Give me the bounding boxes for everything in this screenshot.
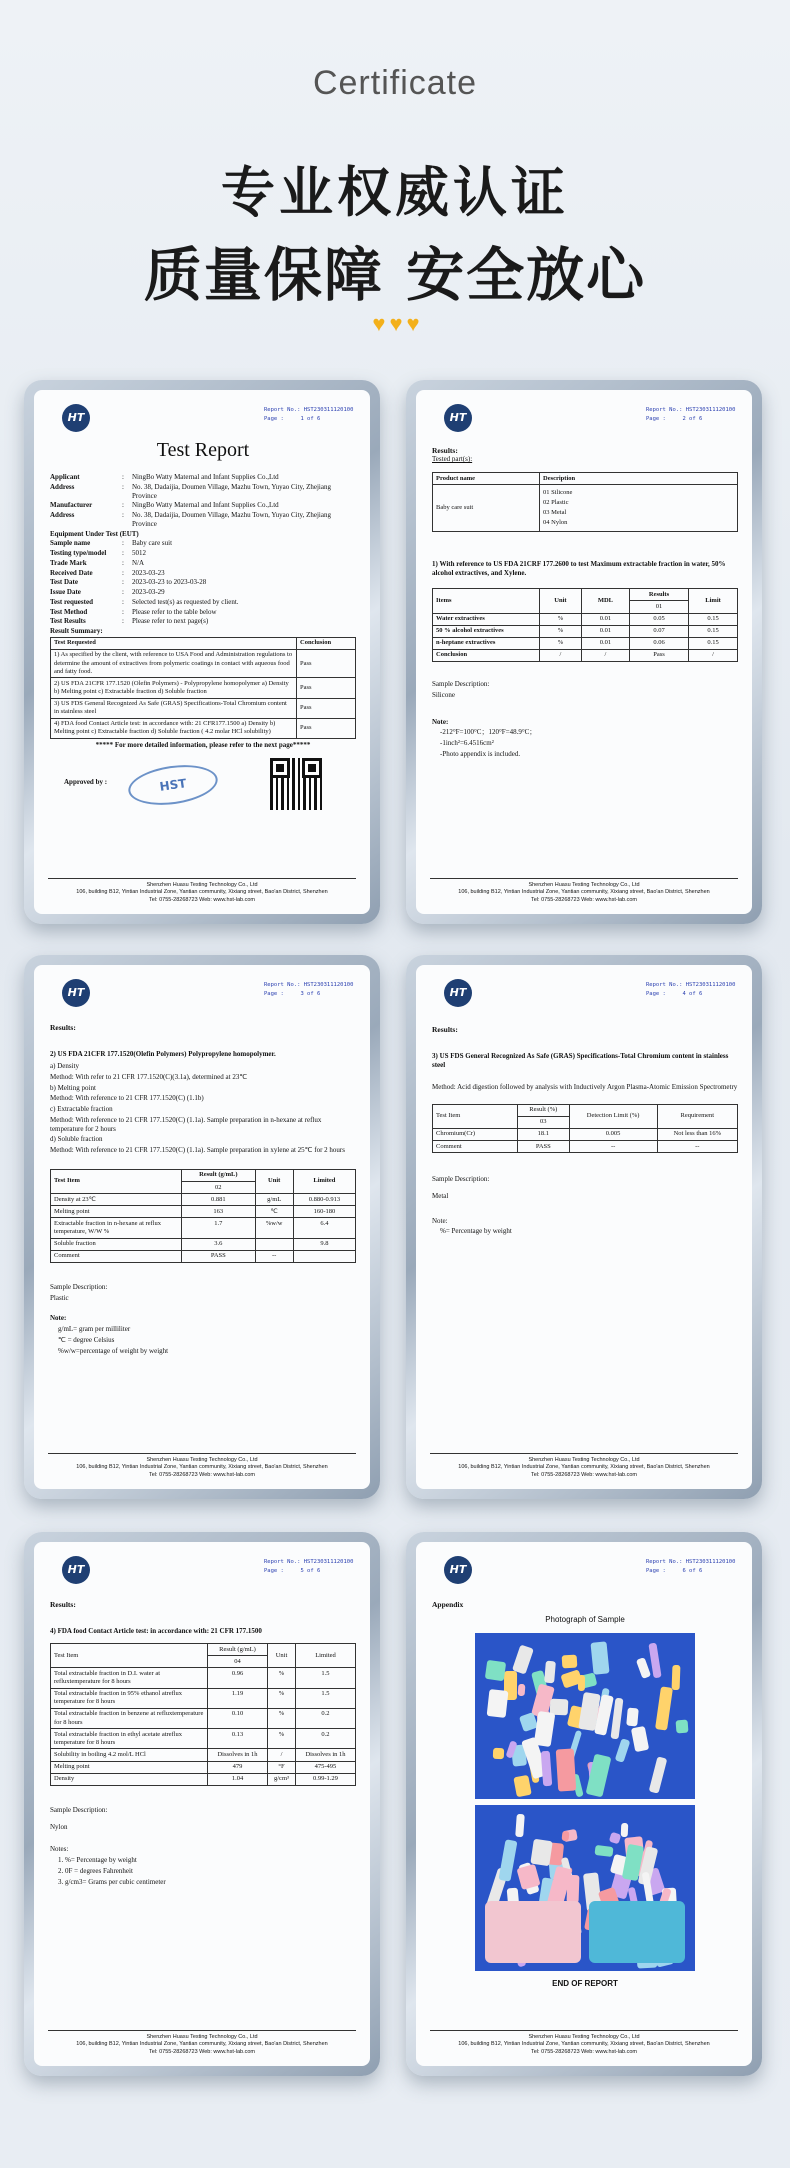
sample-item	[487, 1689, 509, 1718]
sample-item	[627, 1708, 639, 1727]
sample-item	[498, 1839, 517, 1881]
page-number: Page : 4 of 6	[646, 991, 703, 998]
sample-item	[561, 1831, 569, 1842]
paper	[416, 1542, 752, 2066]
extractives-table: Items Unit MDL Results Limit 01 Water extractives % 0.01 0.05 0.15 50 % alcohol extractives % 0.01 0.07 0.15 n-heptane extractives % 0.01 0.06 0.15 Conclusion / / Pass /	[432, 588, 738, 662]
field-value: NingBo Watty Maternal and Infant Supplies Co.,Ltd	[132, 473, 279, 481]
eut-heading: Equipment Under Test (EUT)	[50, 529, 139, 538]
text-line: a) Density	[50, 1062, 79, 1071]
sample-description: Plastic	[50, 1293, 69, 1302]
section-4-heading: 4) FDA food Contact Article test: in accordance with: 21 CFR 177.1500	[50, 1627, 262, 1636]
report-header	[264, 406, 364, 425]
note-label: Note:	[432, 1216, 448, 1225]
lab-logo: HT	[444, 404, 472, 432]
lab-logo: HT	[444, 1556, 472, 1584]
field-row: Applicant : NingBo Watty Maternal and Infant Supplies Co.,Ltd	[50, 473, 356, 482]
sample-item	[648, 1757, 666, 1794]
sample-item	[675, 1720, 688, 1733]
blue-case	[589, 1901, 685, 1963]
page-number: Page : 3 of 6	[264, 991, 321, 998]
text-line: 01 Silicone	[543, 488, 573, 496]
sample-item	[541, 1751, 553, 1787]
text-line: b) Melting point	[50, 1083, 96, 1092]
sample-item	[515, 1814, 524, 1838]
field-label: Trade Mark	[50, 558, 87, 567]
table-row: 2) US FDA 21CFR 177.1520 (Olefin Polymers) - Polypropylene homopolymer a) Density b) Melting point c) Extractable fraction d) Soluble fraction Pass	[51, 678, 356, 698]
text-line: 1. %= Percentage by weight	[58, 1856, 137, 1864]
table-row: Total extractable fraction in ethyl acetate atreflux temperature for 8 hours 0.13 % 0.2	[51, 1729, 356, 1749]
sample-description-label: Sample Description:	[432, 1175, 490, 1184]
field-value: 2023-03-29	[132, 588, 165, 596]
nylon-table: Test Item Result (g/mL) Unit Limited 04 Total extractable fraction in D.I. water at refluxtemperature for 8 hours 0.96 % 1.5 Total extractable fraction in 95% ethanol atreflux temperature for 8 hours 1.19 % 1.5 Total extractable fraction in benzene at refluxtemperature for 8 hours 0.10 % 0.2 Total extractable fraction in ethyl acetate atreflux temperature for 8 hours 0.13 % 0.2 Solubility in boiling 4.2 mol/L HCl Dissolves in 1h / Dissolves in 1h Melting point 479 °F 475-495 Density 1.04 g/cm³ 0.99-1.29	[50, 1643, 356, 1786]
sample-item	[590, 1642, 610, 1675]
results-heading: Results:	[432, 1025, 458, 1034]
table-row: Total extractable fraction in 95% ethanol atreflux temperature for 8 hours 1.19 % 1.5	[51, 1688, 356, 1708]
report-number: Report No.: HST230311120100	[264, 407, 354, 413]
text-line: Method: With reference to 21 CFR 177.1520(C) (1.1b)	[50, 1094, 204, 1103]
text-line: Method: With reference to 21 CFR 177.1520(C) (1.1a). Sample preparation in n-hexane at reflux temperature for 2 hours	[50, 1115, 322, 1133]
sample-item	[544, 1661, 556, 1684]
paper	[34, 965, 370, 1489]
field-label: Address	[50, 511, 75, 519]
page-number: Page : 2 of 6	[646, 416, 703, 423]
paper	[416, 965, 752, 1489]
text-line: -1inch²=6.4516cm²	[440, 739, 494, 747]
report-title: Test Report	[156, 439, 250, 461]
sample-photo-1	[475, 1633, 695, 1799]
section-2-heading: 2) US FDA 21CFR 177.1520(Olefin Polymers) Polypropylene homopolymer.	[50, 1050, 276, 1059]
report-page-6	[406, 1532, 762, 2076]
field-value: NingBo Watty Maternal and Infant Supplies Co.,Ltd	[132, 501, 279, 510]
photo-title: Photograph of Sample	[545, 1615, 625, 1625]
lab-logo: HT	[62, 1556, 90, 1584]
text-line: 3. g/cm3= Grams per cubic centimeter	[58, 1877, 166, 1886]
table-row: Soluble fraction 3.6 9.8	[51, 1238, 356, 1250]
results-heading: Results:	[432, 446, 458, 455]
approval-stamp: HST	[126, 760, 220, 810]
field-label: Issue Date	[50, 588, 81, 596]
sample-description: Silicone	[432, 690, 455, 699]
field-value: 2023-03-23 to 2023-03-28	[132, 578, 207, 587]
page-footer: Shenzhen Huasu Testing Technology Co., Ltd 106, building B12, Yintian Industrial Zone, Yantian community, Xixiang street, Bao'an District, Shenzhen Tel: 0755-28268723 Web: www.hst-lab.com	[48, 1453, 356, 1479]
report-page-2	[406, 380, 762, 924]
heart-icon: ♥	[372, 311, 386, 336]
polypropylene-table: Test Item Result (g/mL) Unit Limited 02 Density at 23℃ 0.881 g/mL 0.880-0.913 Melting point 163 ℃ 160-180 Extractable fraction in n-hexane at reflux temperature, W/W % 1.7 %w/w 6.4 Soluble fraction 3.6 9.8 Comment PASS --	[50, 1169, 356, 1263]
hearts-row	[356, 312, 436, 336]
text-line: %w/w=percentage of weight by weight	[58, 1346, 169, 1355]
field-value: N/A	[132, 558, 145, 567]
page-footer: Shenzhen Huasu Testing Technology Co., Ltd 106, building B12, Yintian Industrial Zone, Yantian community, Xixiang street, Bao'an District, Shenzhen Tel: 0755-28268723 Web: www.hst-lab.com	[48, 2030, 356, 2056]
headline-quality: 质量保障 安全放心	[143, 241, 647, 309]
paper	[34, 390, 370, 914]
field-value: No. 38, Dadaijia, Doumen Village, Mazhu Town, Yuyao City, Zhejiang Province	[132, 482, 331, 500]
result-summary-heading: Result Summary:	[50, 627, 103, 635]
sample-item	[594, 1845, 613, 1857]
report-header	[264, 1558, 364, 1577]
field-value: No. 38, Dadaijia, Doumen Village, Mazhu Town, Yuyao City, Zhejiang Province	[132, 511, 331, 528]
field-value: Selected test(s) as requested by client.	[132, 597, 239, 606]
lab-logo: HT	[62, 979, 90, 1007]
results-heading: Results:	[50, 1600, 76, 1609]
field-label: Sample name	[50, 539, 91, 548]
text-line: 2. 0F = degrees Fahrenheit	[58, 1866, 133, 1875]
sample-description-label: Sample Description:	[432, 680, 490, 688]
sample-item	[615, 1738, 631, 1763]
field-label: Applicant	[50, 473, 80, 481]
field-value: Baby care suit	[132, 539, 173, 548]
table-row: Comment PASS -- --	[433, 1141, 738, 1153]
sample-item	[672, 1664, 681, 1689]
sample-item	[586, 1754, 612, 1798]
field-row: Received Date : 2023-03-23	[50, 569, 356, 578]
table-row: Solubility in boiling 4.2 mol/L HCl Dissolves in 1h / Dissolves in 1h	[51, 1749, 356, 1761]
sample-photo-2	[475, 1805, 695, 1971]
paper	[416, 390, 752, 914]
sample-item	[649, 1643, 662, 1679]
lab-logo: HT	[62, 404, 90, 432]
table-row: Comment PASS --	[51, 1250, 356, 1262]
field-label: Test Date	[50, 578, 78, 587]
text-line: 04 Nylon	[543, 519, 568, 527]
field-label: Manufacturer	[50, 501, 93, 510]
field-row: Test Method : Please refer to the table below	[50, 608, 356, 617]
page-footer: Shenzhen Huasu Testing Technology Co., Ltd 106, building B12, Yintian Industrial Zone, Yantian community, Xixiang street, Bao'an District, Shenzhen Tel: 0755-28268723 Web: www.hst-lab.com	[430, 878, 738, 904]
text-line: -212°F=100°C；120°F=48.9°C；	[440, 728, 537, 737]
text-line: d) Soluble fraction	[50, 1135, 103, 1144]
sample-item	[608, 1832, 620, 1845]
field-row: Address : No. 38, Dadaijia, Doumen Village, Mazhu Town, Yuyao City, Zhejiang Province	[50, 511, 356, 529]
text-line: 02 Plastic	[543, 498, 569, 506]
sample-item	[631, 1726, 650, 1752]
certificate-heading: Certificate	[312, 64, 478, 102]
chromium-table: Test Item Result (%) Detection Limit (%) Requirement 03 Chromium(Cr) 18.1 0.005 Not less than 16% Comment PASS -- --	[432, 1104, 738, 1154]
th-test-requested: Test Requested	[51, 637, 297, 649]
text-line: 03 Metal	[543, 509, 567, 516]
text-line: g/mL= gram per milliliter	[58, 1325, 131, 1334]
th-conclusion: Conclusion	[297, 637, 356, 649]
heart-icon: ♥	[406, 311, 420, 336]
field-row: Issue Date : 2023-03-29	[50, 588, 356, 597]
report-number: Report No.: HST230311120100	[646, 407, 736, 413]
report-page-5	[24, 1532, 380, 2076]
sample-item	[561, 1655, 576, 1669]
report-page-4	[406, 955, 762, 1499]
page-footer: Shenzhen Huasu Testing Technology Co., Ltd 106, building B12, Yintian Industrial Zone, Yantian community, Xixiang street, Bao'an District, Shenzhen Tel: 0755-28268723 Web: www.hst-lab.com	[430, 2030, 738, 2056]
section-1-heading: 1) With reference to US FDA 21CRF 177.2600 to test Maximum extractable fraction in water, 50% alcohol extractives, and Xylene.	[432, 559, 726, 577]
page-number: Page : 1 of 6	[264, 416, 321, 423]
table-row: 3) US FDS General Recognized As Safe (GRAS) Specifications-Total Chromium content in stainless steel Pass	[51, 698, 356, 718]
field-label: Testing type/model	[50, 549, 107, 557]
report-page-3	[24, 955, 380, 1499]
page-number: Page : 6 of 6	[646, 1568, 703, 1575]
sample-description-label: Sample Description:	[50, 1805, 108, 1814]
field-label: Received Date	[50, 568, 93, 577]
report-header	[646, 406, 746, 425]
field-label: Test requested	[50, 597, 93, 606]
table-row: n-heptane extractives % 0.01 0.06 0.15	[433, 637, 738, 649]
table-row: Conclusion / / Pass /	[433, 649, 738, 661]
sample-item	[513, 1775, 532, 1797]
report-header	[646, 981, 746, 1000]
headline-authority: 专业权威认证	[221, 161, 569, 224]
field-row: Test requested : Selected test(s) as requested by client.	[50, 598, 356, 607]
table-row: Melting point 479 °F 475-495	[51, 1761, 356, 1773]
sample-item	[530, 1839, 553, 1867]
table-row: Density 1.04 g/cm³ 0.99-1.29	[51, 1773, 356, 1785]
text-line: %= Percentage by weight	[440, 1227, 512, 1236]
sample-item	[611, 1698, 624, 1739]
hero-section	[0, 0, 790, 372]
table-row: Melting point 163 ℃ 160-180	[51, 1206, 356, 1218]
sample-item	[534, 1711, 556, 1747]
field-row: Sample name : Baby care suit	[50, 539, 356, 548]
sample-item	[518, 1683, 526, 1696]
text-line: c) Extractable fraction	[50, 1105, 113, 1114]
table-row: 1) As specified by the client, with reference to USA Food and Administration regulations to determine the amount of extractives from polymeric coatings in contact with aqueous food and fatty food. Pass	[51, 649, 356, 677]
table-row: 50 % alcohol extractives % 0.01 0.07 0.15	[433, 625, 738, 637]
product-table: Product name Description Baby care suit 01 Silicone 02 Plastic 03 Metal 04 Nylon	[432, 472, 738, 532]
table-row: Density at 23℃ 0.881 g/mL 0.880-0.913	[51, 1194, 356, 1206]
note-label: Notes:	[50, 1845, 69, 1854]
sample-item	[621, 1823, 629, 1837]
text-line: -Photo appendix is included.	[440, 749, 521, 758]
field-row: Test Date : 2023-03-23 to 2023-03-28	[50, 578, 356, 587]
summary-table	[50, 637, 356, 739]
field-label: Address	[50, 482, 75, 491]
report-page-1	[24, 380, 380, 924]
method-text: Method: Acid digestion followed by analysis with Inductively Argon Plasma-Atomic Emission Spectrometry	[432, 1082, 738, 1091]
table-row: Water extractives % 0.01 0.05 0.15	[433, 613, 738, 625]
table-row: Total extractable fraction in D.I. water at refluxtemperature for 8 hours 0.96 % 1.5	[51, 1668, 356, 1688]
end-of-report: END OF REPORT	[552, 1979, 618, 1989]
sample-item	[556, 1748, 577, 1791]
sample-item	[485, 1660, 506, 1681]
appendix-heading: Appendix	[432, 1600, 464, 1609]
report-header	[646, 1558, 746, 1577]
sample-item	[655, 1687, 673, 1731]
qr-code[interactable]	[270, 758, 322, 810]
field-row: Manufacturer : NingBo Watty Maternal and Infant Supplies Co.,Ltd	[50, 501, 356, 510]
report-number: Report No.: HST230311120100	[264, 982, 354, 988]
report-number: Report No.: HST230311120100	[264, 1559, 354, 1565]
table-row: Total extractable fraction in benzene at refluxtemperature for 8 hours 0.10 % 0.2	[51, 1708, 356, 1728]
text-line: Method: With reference to 21 CFR 177.1520(C) (1.1a). Sample preparation in xylene at 25℃ for 2 hours	[50, 1146, 345, 1155]
approved-by-label: Approved by :	[64, 777, 108, 786]
results-heading: Results:	[50, 1023, 76, 1032]
heart-icon: ♥	[389, 311, 403, 336]
sample-item	[636, 1657, 652, 1679]
field-row: Trade Mark : N/A	[50, 559, 356, 568]
report-header	[264, 981, 364, 1000]
text-line: ℃ = degree Celsius	[58, 1335, 115, 1344]
product-name: Baby care suit	[433, 485, 540, 532]
field-value: 5012	[132, 549, 146, 557]
table-row: Chromium(Cr) 18.1 0.005 Not less than 16%	[433, 1128, 738, 1140]
field-label: Test Results	[50, 617, 86, 626]
report-number: Report No.: HST230311120100	[646, 982, 736, 988]
note-label: Note:	[432, 717, 449, 726]
page-footer: Shenzhen Huasu Testing Technology Co., Ltd 106, building B12, Yintian Industrial Zone, Yantian community, Xixiang street, Bao'an District, Shenzhen Tel: 0755-28268723 Web: www.hst-lab.com	[48, 878, 356, 904]
field-label: Test Method	[50, 607, 88, 616]
table-row: 4) FDA food Contact Article test: in accordance with: 21 CFR177.1500 a) Density b) Melting point c) Extractable fraction d) Soluble fraction ( 4.2 molar HCl solubility) Pass	[51, 718, 356, 738]
lab-logo: HT	[444, 979, 472, 1007]
sample-description-label: Sample Description:	[50, 1282, 108, 1291]
report-number: Report No.: HST230311120100	[646, 1559, 736, 1565]
note-label: Note:	[50, 1314, 67, 1323]
tested-parts-label: Tested part(s):	[432, 455, 473, 464]
page-number: Page : 5 of 6	[264, 1568, 321, 1575]
field-row: Test Results : Please refer to next page(s)	[50, 617, 356, 626]
section-3-heading: 3) US FDS General Recognized As Safe (GRAS) Specifications-Total Chromium content in stainless steel	[432, 1052, 729, 1070]
page-footer: Shenzhen Huasu Testing Technology Co., Ltd 106, building B12, Yintian Industrial Zone, Yantian community, Xixiang street, Bao'an District, Shenzhen Tel: 0755-28268723 Web: www.hst-lab.com	[430, 1453, 738, 1479]
text-line: Method: With refer to 21 CFR 177.1520(C)(3.1a), determined at 23℃	[50, 1072, 248, 1081]
field-value: Please refer to the table below	[132, 607, 217, 616]
sample-description: Metal	[432, 1191, 449, 1200]
pink-case	[485, 1901, 581, 1963]
field-value: Please refer to next page(s)	[132, 617, 209, 626]
paper	[34, 1542, 370, 2066]
field-value: 2023-03-23	[132, 568, 165, 577]
sample-description: Nylon	[50, 1822, 68, 1831]
more-info-note: ***** For more detailed information, please refer to the next page*****	[95, 741, 311, 749]
sample-item	[493, 1748, 504, 1759]
table-row: Extractable fraction in n-hexane at reflux temperature, W/W % 1.7 %w/w 6.4	[51, 1218, 356, 1238]
field-row: Address : No. 38, Dadaijia, Doumen Village, Mazhu Town, Yuyao City, Zhejiang Province	[50, 483, 356, 501]
field-row: Testing type/model : 5012	[50, 549, 356, 558]
sample-item	[512, 1644, 534, 1674]
